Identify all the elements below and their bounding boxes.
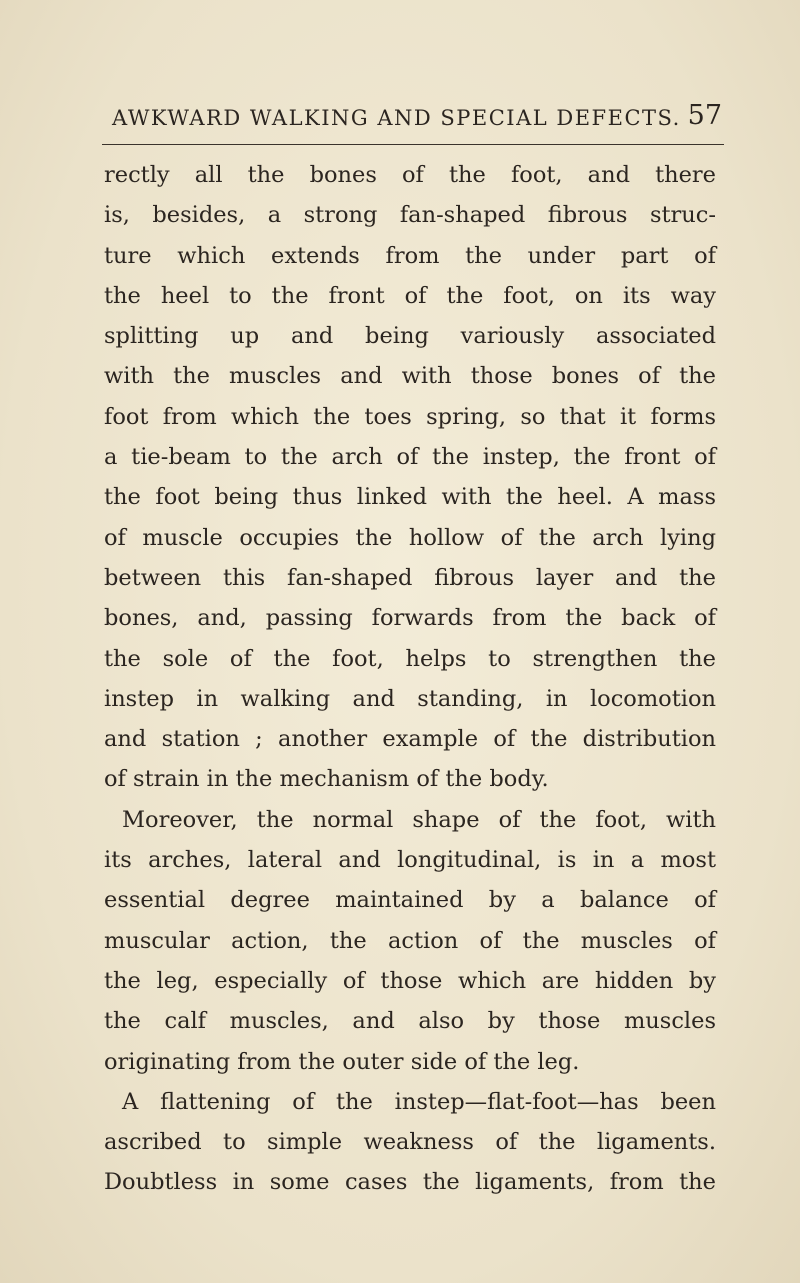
text-line: the sole of the foot, helps to strengthen the bbox=[104, 645, 716, 672]
text-line: between this fan-shaped fibrous layer and the bbox=[104, 564, 716, 591]
text-line: instep in walking and standing, in locomotion bbox=[104, 685, 716, 712]
text-line: bones, and, passing forwards from the back of bbox=[104, 605, 716, 632]
text-line: essential degree maintained by a balance of bbox=[104, 887, 716, 914]
text-line: splitting up and being variously associated bbox=[104, 323, 716, 350]
page-header bbox=[112, 100, 722, 136]
paragraph-first-line: A flattening of the instep—flat-foot—has been bbox=[122, 1088, 716, 1115]
paragraph-first-line: Moreover, the normal shape of the foot, with bbox=[122, 806, 716, 833]
text-line: muscular action, the action of the muscles of bbox=[104, 927, 716, 954]
text-line: ture which extends from the under part of bbox=[104, 242, 716, 269]
header-rule bbox=[102, 144, 724, 145]
text-line: originating from the outer side of the leg. bbox=[104, 1048, 580, 1075]
text-line: its arches, lateral and longitudinal, is in a most bbox=[104, 847, 716, 874]
text-line: the heel to the front of the foot, on its way bbox=[104, 282, 716, 309]
text-line: Doubtless in some cases the ligaments, from the bbox=[104, 1169, 716, 1196]
page-number: 57 bbox=[687, 100, 722, 131]
text-line: with the muscles and with those bones of the bbox=[104, 363, 716, 390]
text-line: and station ; another example of the distribution bbox=[104, 726, 716, 753]
text-line: is, besides, a strong fan-shaped fibrous struc- bbox=[104, 202, 716, 229]
running-title: AWKWARD WALKING AND SPECIAL DEFECTS. bbox=[112, 106, 681, 130]
text-line: rectly all the bones of the foot, and there bbox=[104, 162, 716, 188]
text-line: foot from which the toes spring, so that it forms bbox=[104, 403, 716, 430]
text-line: of muscle occupies the hollow of the arch lying bbox=[104, 524, 716, 551]
text-line: a tie-beam to the arch of the instep, the front of bbox=[104, 444, 716, 471]
text-line: the leg, especially of those which are hidden by bbox=[104, 967, 716, 994]
text-line: of strain in the mechanism of the body. bbox=[104, 766, 549, 793]
body-text bbox=[104, 155, 716, 1203]
text-line: the foot being thus linked with the heel. A mass bbox=[104, 484, 716, 511]
text-line: ascribed to simple weakness of the ligaments. bbox=[104, 1129, 716, 1156]
text-line: the calf muscles, and also by those muscles bbox=[104, 1008, 716, 1035]
